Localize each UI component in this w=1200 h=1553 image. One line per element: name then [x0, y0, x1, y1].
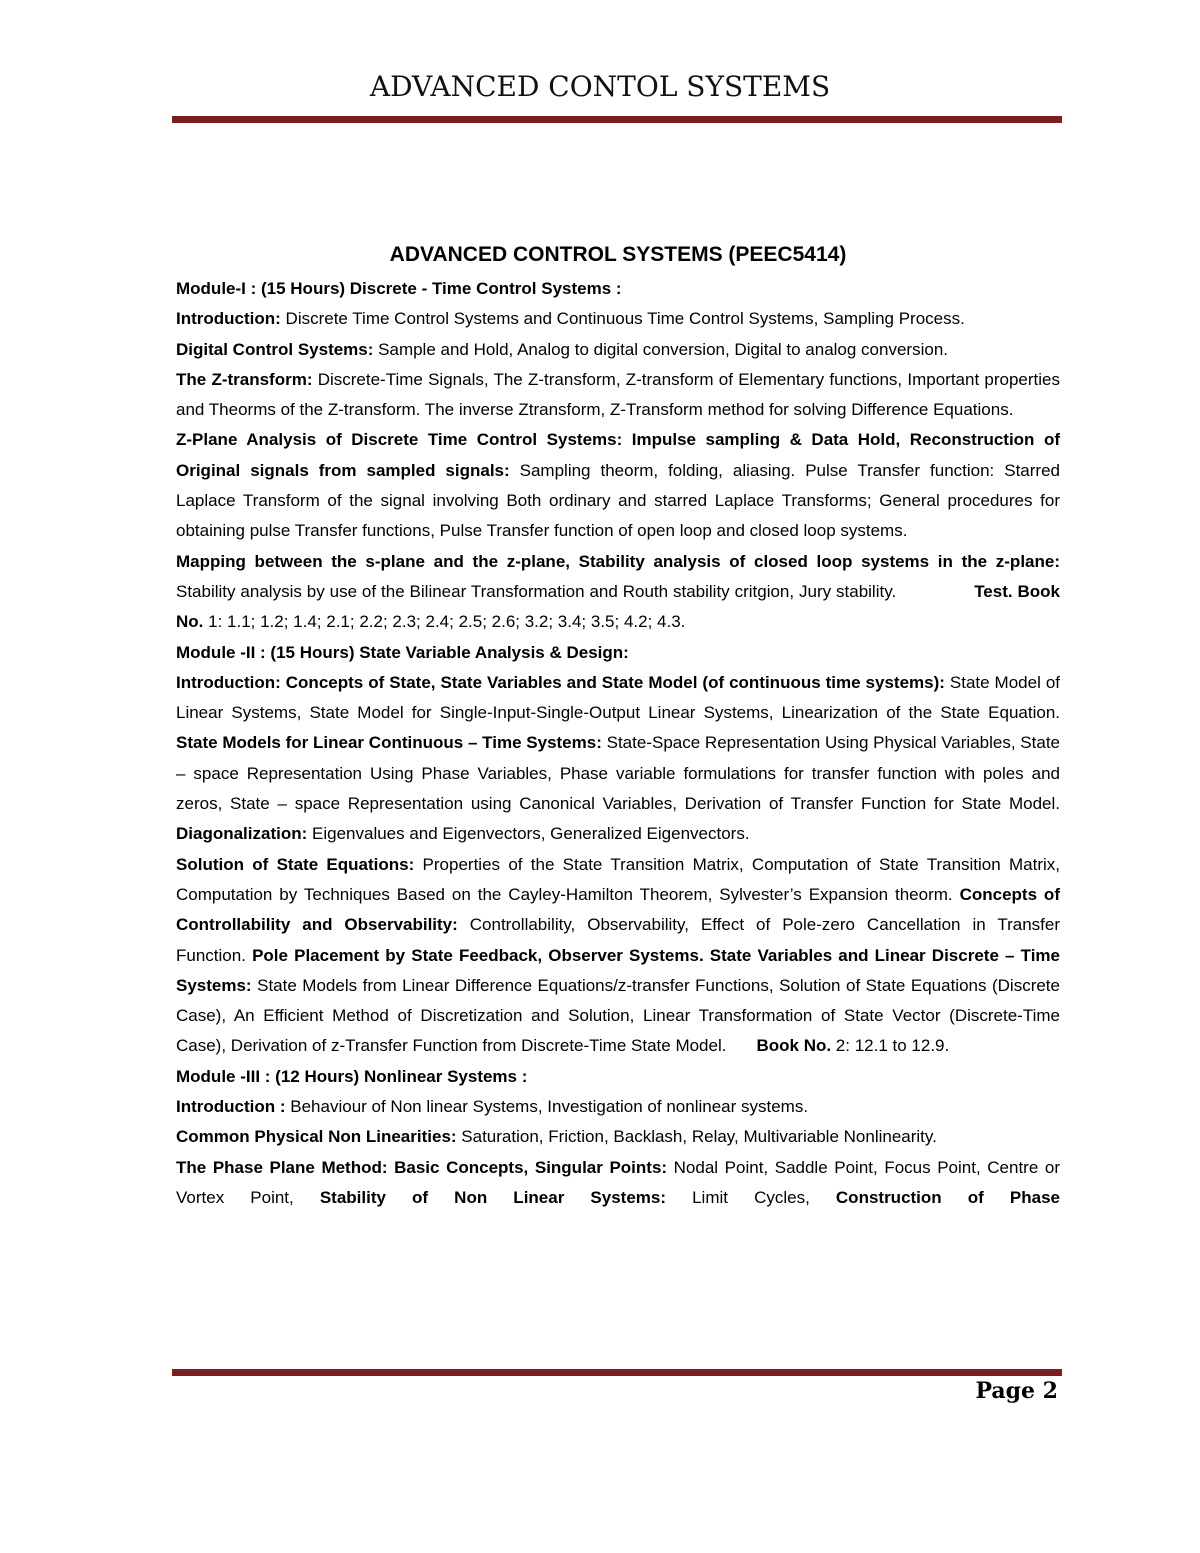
module1-book-label: Test. Book No.: [176, 581, 1061, 632]
module1-z-transform: The Z-transform: Discrete-Time Signals, The Z-transform, Z-transform of Elementary functions, Important properties and Theorms of the Z-transform. The inverse Ztransform, Z-Transform method for solving Difference Equations.: [176, 369, 1060, 420]
module2-book-label: Book No.: [756, 1036, 832, 1056]
page-number: Page 2: [975, 1378, 1058, 1404]
module2-heading: Module -II : (15 Hours) State Variable Analysis & Design:: [176, 642, 629, 662]
running-header-title: ADVANCED CONTOL SYSTEMS: [369, 70, 831, 103]
header-rule: [172, 116, 1062, 123]
module1-introduction: Introduction: Discrete Time Control Systems and Continuous Time Control Systems, Sampling Process.: [176, 309, 965, 329]
footer-rule: [172, 1369, 1062, 1376]
module1-digital-control: Digital Control Systems: Sample and Hold, Analog to digital conversion, Digital to analog conversion.: [176, 339, 948, 359]
page-content: [176, 238, 1060, 1213]
module1-z-plane-analysis: Z-Plane Analysis of Discrete Time Control Systems: Impulse sampling & Data Hold, Reconstruction of Original signals from sampled signals: Sampling theorm, folding, aliasing. Pulse Transfer function: Starred Laplace Transform of the signal involving Both ordinary and starred Laplace Transforms; General procedures for obtaining pulse Transfer functions, Pulse Transfer function of open loop and closed loop systems.: [176, 430, 1060, 541]
module1-mapping: Mapping between the s-plane and the z-plane, Stability analysis of closed loop systems in the z-plane: Stability analysis by use of the Bilinear Transformation and Routh stability critgion, Jury stability. Test. Book No. 1: 1.1; 1.2; 1.4; 2.1; 2.2; 2.3; 2.4; 2.5; 2.6; 3.2; 3.4; 3.5; 4.2; 4.3.: [176, 551, 1061, 632]
module3-heading: Module -III : (12 Hours) Nonlinear Systems :: [176, 1066, 528, 1086]
module2-introduction: Introduction: Concepts of State, State Variables and State Model (of continuous time systems): State Model of Linear Systems, State Model for Single-Input-Single-Output Linear Systems, Linearization of the State Equation. State Models for Linear Continuous – Time Systems: State-Space Representation Using Physical Variables, State – space Representation Using Phase Variables, Phase variable formulations for transfer function with poles and zeros, State – space Representation using Canonical Variables, Derivation of Transfer Function for State Model. Diagonalization: Eigenvalues and Eigenvectors, Generalized Eigenvectors.: [176, 672, 1061, 844]
module2-solution: Solution of State Equations: Properties of the State Transition Matrix, Computation of State Transition Matrix, Computation by Techniques Based on the Cayley-Hamilton Theorem, Sylvester’s Expansion theorm. Concepts of Controllability and Observability: Controllability, Observability, Effect of Pole-zero Cancellation in Transfer Function. Pole Placement by State Feedback, Observer Systems. State Variables and Linear Discrete – Time Systems: State Models from Linear Difference Equations/z-transfer Functions, Solution of State Equations (Discrete Case), An Efficient Method of Discretization and Solution, Linear Transformation of State Vector (Discrete-Time Case), Derivation of z-Transfer Function from Discrete-Time State Model. Book No. 2: 12.1 to 12.9.: [176, 854, 1060, 1056]
document-title: ADVANCED CONTROL SYSTEMS (PEEC5414): [389, 243, 847, 266]
module1-heading: Module-I : (15 Hours) Discrete - Time Control Systems :: [176, 279, 622, 298]
module3-common-nonlinearities: Common Physical Non Linearities: Saturation, Friction, Backlash, Relay, Multivariable Nonlinearity.: [176, 1127, 937, 1147]
module3-introduction: Introduction : Behaviour of Non linear Systems, Investigation of nonlinear systems.: [176, 1097, 809, 1117]
module3-phase-plane: The Phase Plane Method: Basic Concepts, Singular Points: Nodal Point, Saddle Point, Focus Point, Centre or Vortex Point, Stability of Non Linear Systems: Limit Cycles, Construction of Phase: [176, 1157, 1060, 1207]
